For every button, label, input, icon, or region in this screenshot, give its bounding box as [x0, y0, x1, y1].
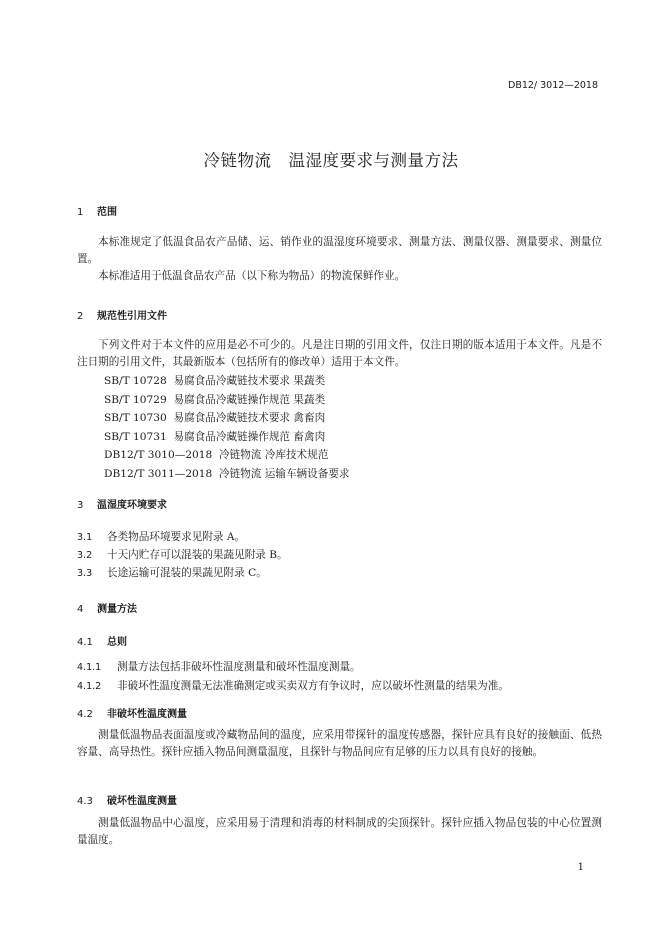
reference-code: DB12/T 3010—2018 [104, 449, 213, 461]
page-number: 1 [577, 862, 584, 873]
clause-text: 各类物品环境要求见附录 A。 [107, 531, 246, 543]
reference-item [104, 409, 350, 428]
section-title: 测量方法 [97, 604, 137, 615]
section-4-2-heading [77, 705, 187, 720]
clause-item [77, 565, 267, 580]
section-title: 总则 [107, 637, 127, 648]
reference-title: 易腐食品冷藏链技术要求 果蔬类 [173, 375, 326, 387]
paragraph: 本标准规定了低温食品农产品储、运、销作业的温湿度环境要求、测量方法、测量仪器、测量要求、测量位置。 [77, 236, 602, 265]
reference-item [104, 446, 350, 465]
reference-item [104, 465, 350, 484]
section-title: 规范性引用文件 [97, 311, 167, 322]
clause-item [77, 678, 509, 693]
reference-title: 冷链物流 运输车辆设备要求 [219, 467, 350, 480]
section-title: 温湿度环境要求 [97, 500, 167, 511]
section-number: 2 [77, 311, 84, 322]
reference-code: SB/T 10729 [104, 393, 167, 406]
reference-code: SB/T 10730 [104, 412, 167, 424]
reference-title: 易腐食品冷藏链操作规范 畜禽肉 [173, 430, 326, 443]
reference-code: SB/T 10731 [104, 430, 167, 443]
paragraph: 测量低温物品表面温度或冷藏物品间的温度，应采用带探针的温度传感器，探针应具有良好的接触面、低热容量、高导热性。探针应插入物品间测量温度，且探针与物品间应有足够的压力以具有良好的接触。 [77, 729, 602, 758]
reference-title: 易腐食品冷藏链操作规范 果蔬类 [173, 393, 326, 406]
document-number: DB12/ 3012—2018 [508, 80, 598, 91]
section-title: 范围 [97, 207, 117, 218]
reference-title: 冷链物流 冷库技术规范 [219, 449, 329, 461]
document-title: 冷链物流 温湿度要求与测量方法 [203, 151, 459, 170]
section-title: 非破坏性温度测量 [107, 709, 187, 720]
section-4-2-body [77, 727, 602, 761]
reference-item [104, 428, 350, 447]
section-4-heading [77, 600, 137, 615]
section-title: 破坏性温度测量 [107, 796, 177, 807]
reference-title: 易腐食品冷藏链技术要求 禽畜肉 [173, 412, 326, 424]
clause-text: 非破坏性温度测量无法准确测定或买卖双方有争议时，应以破坏性测量的结果为准。 [117, 680, 509, 692]
section-number: 3 [77, 500, 84, 511]
paragraph: 测量低温物品中心温度，应采用易于清理和消毒的材料制成的尖顶探针。探针应插入物品包装的中心位置测量温度。 [77, 817, 602, 846]
reference-item [104, 391, 350, 410]
section-4-3-heading [77, 792, 177, 807]
clause-number: 3.2 [77, 550, 93, 561]
section-4-3-body [77, 815, 602, 849]
section-1-body [77, 234, 602, 285]
section-1-heading [77, 203, 117, 218]
clause-number: 4.1.1 [77, 662, 102, 673]
reference-list [104, 372, 350, 483]
paragraph: 下列文件对于本文件的应用是必不可少的。凡是注日期的引用文件，仅注日期的版本适用于本文件。凡是不注日期的引用文件，其最新版本（包括所有的修改单）适用于本文件。 [77, 339, 602, 368]
section-2-body [77, 337, 602, 371]
clause-item [77, 529, 245, 544]
reference-code: DB12/T 3011—2018 [104, 467, 213, 480]
section-number: 1 [77, 207, 84, 218]
section-number: 4.1 [77, 637, 93, 648]
clause-item [77, 659, 361, 674]
clause-item [77, 547, 288, 562]
section-4-1-heading [77, 633, 127, 648]
clause-number: 4.1.2 [77, 681, 102, 692]
clause-number: 3.1 [77, 532, 93, 543]
clause-text: 十天内贮存可以混装的果蔬见附录 B。 [107, 549, 288, 561]
clause-text: 测量方法包括非破坏性温度测量和破坏性温度测量。 [117, 661, 361, 673]
reference-code: SB/T 10728 [104, 375, 167, 387]
section-3-heading [77, 496, 167, 511]
clause-number: 3.3 [77, 568, 93, 579]
paragraph: 本标准适用于低温食品农产品（以下称为物品）的物流保鲜作业。 [98, 270, 406, 282]
section-2-heading [77, 307, 167, 322]
section-number: 4.2 [77, 709, 93, 720]
section-number: 4.3 [77, 796, 93, 807]
clause-text: 长途运输可混装的果蔬见附录 C。 [107, 567, 267, 579]
section-number: 4 [77, 604, 84, 615]
reference-item [104, 372, 350, 391]
